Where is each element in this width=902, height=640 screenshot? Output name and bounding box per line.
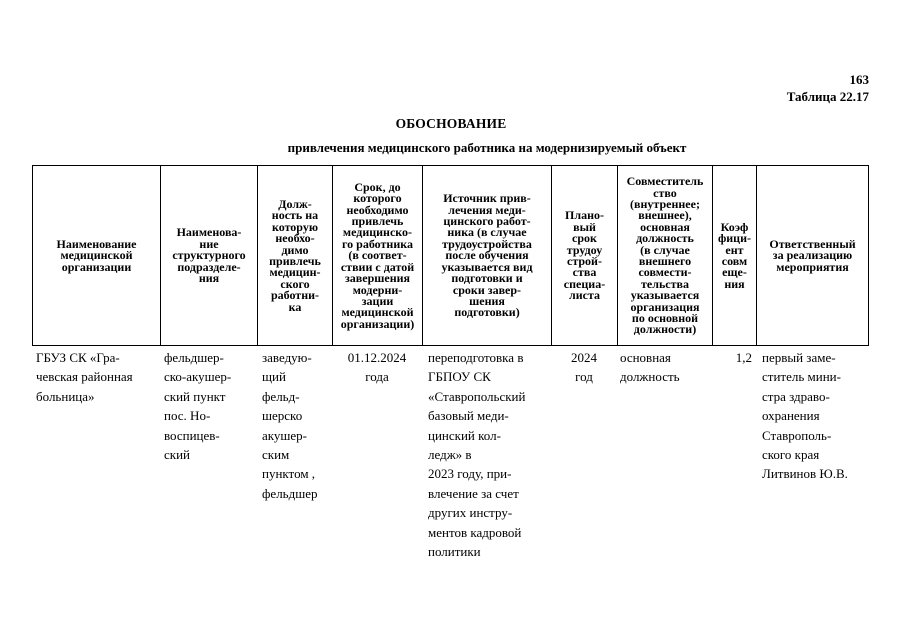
table-number: Таблица 22.17 (786, 89, 869, 104)
header-org: Наименование медицинской организации (32, 166, 160, 346)
header-position: Долж- ность на которую необхо- димо привлечь медицин- ского работни- ка (257, 166, 332, 346)
table-header (32, 165, 869, 346)
cell-coefficient: 1,2 (735, 350, 752, 365)
header-coefficient: Коэф фици- ент совм еще- ния (712, 166, 756, 346)
header-combination: Совместитель ство (внутреннее; внешнее), основная должность (в случае внешнего совмести- тельства указывается организация по основной должности) (617, 166, 712, 346)
header-responsible: Ответственный за реализацию мероприятия (756, 166, 869, 346)
cell-deadline: 01.12.2024 года (347, 350, 407, 385)
cell-unit: фельдшер- ско-акушер- ский пункт пос. Но- воспицев- ский (164, 350, 232, 463)
cell-combination: основная должность (620, 350, 680, 385)
table-row (32, 348, 869, 568)
cell-planned: 2024 год (571, 350, 597, 385)
header-source: Источник прив- лечения меди- цинского работ- ника (в случае трудоустройства после обучения указывается вид подготовки и сроки завер- шения подготовки) (422, 166, 551, 346)
page-number: 163 (849, 72, 869, 87)
header-planned: Плано- вый срок трудоу строй- ства специа- листа (551, 166, 617, 346)
cell-source: переподготовка в ГБПОУ СК «Ставропольский базовый меди- цинский кол- ледж» в 2023 году, при- влечение за счет других инстру- ментов кадровой политики (428, 350, 526, 560)
document-title: ОБОСНОВАНИЕ (395, 116, 507, 131)
cell-org: ГБУЗ СК «Гра- чевская районная больница» (36, 350, 133, 404)
header-deadline: Срок, до которого необходимо привлечь медицинско- го работника (в соответ- ствии с датой завершения модерни- зации медицинской организации) (332, 166, 422, 346)
cell-responsible: первый заме- ститель мини- стра здраво- охранения Ставрополь- ского края Литвинов Ю.В. (762, 350, 848, 482)
document-subtitle: привлечения медицинского работника на модернизируемый объект (287, 140, 687, 155)
cell-position: заведую- щий фельд- шерско акушер- ским пунктом , фельдшер (262, 350, 318, 501)
header-unit: Наименова- ние структурного подразделе- ния (160, 166, 257, 346)
header-bottom-rule (32, 345, 869, 346)
